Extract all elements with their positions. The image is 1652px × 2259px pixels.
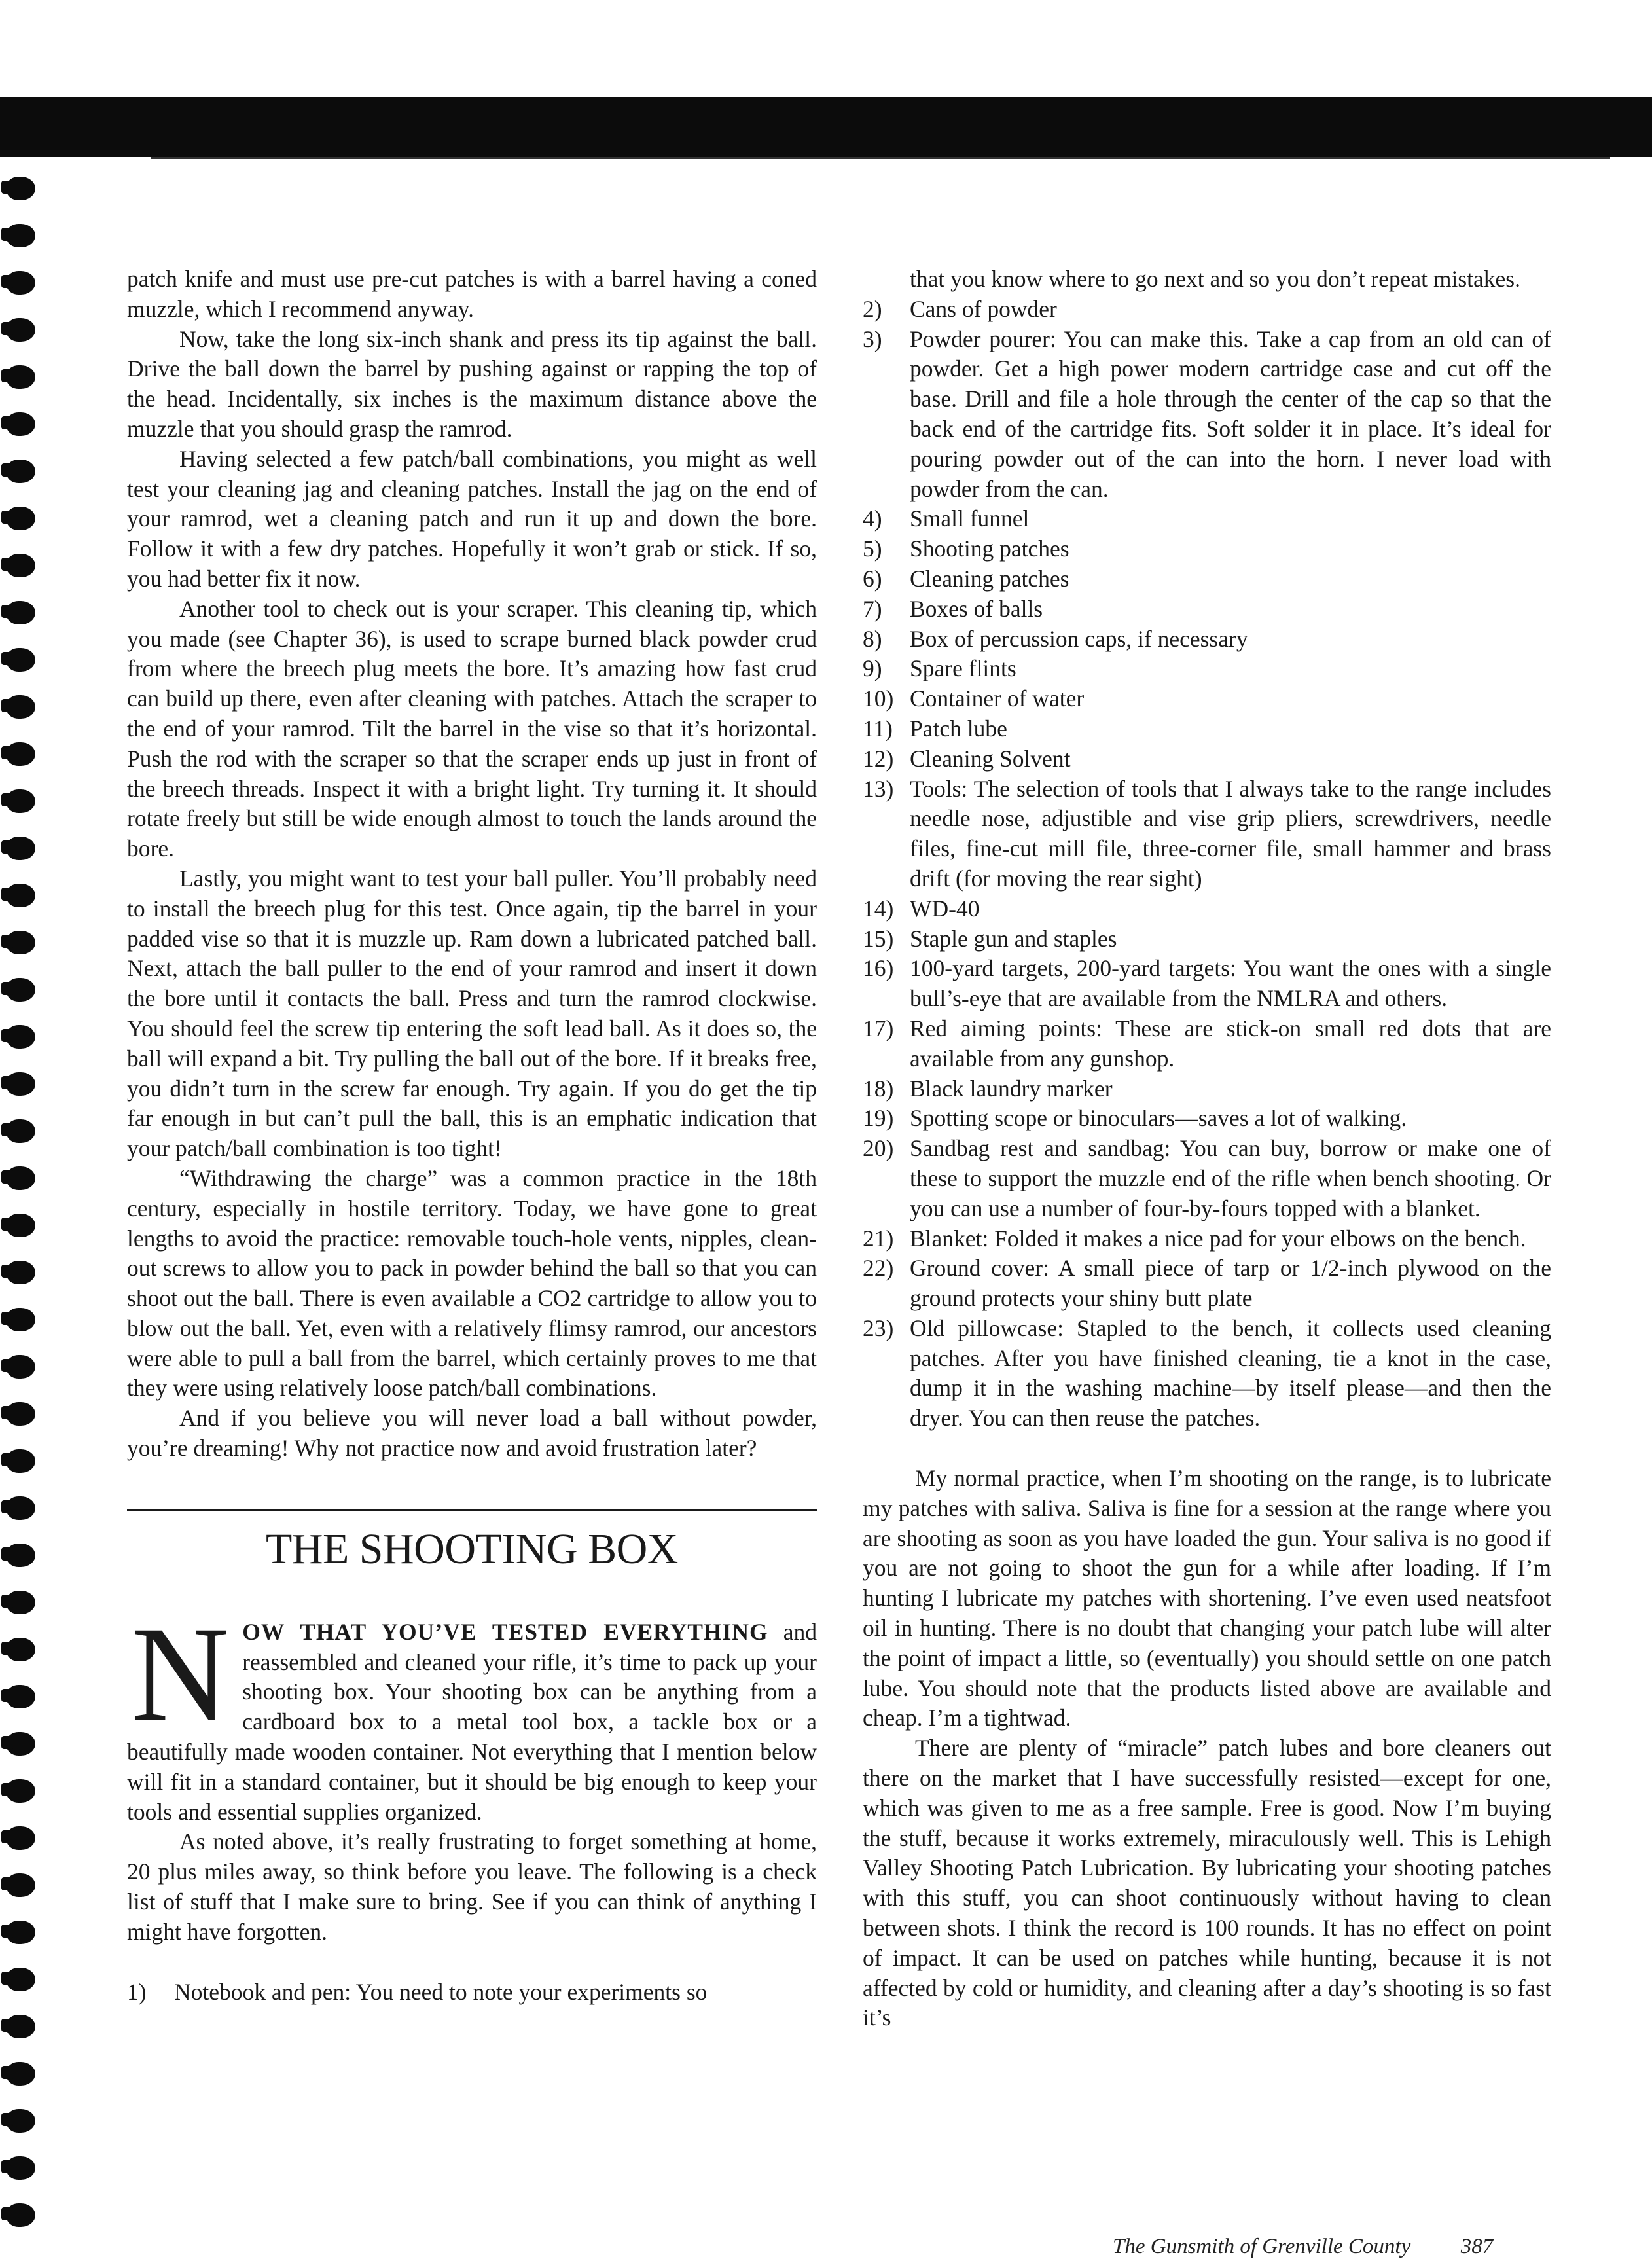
list-item: [863, 504, 1551, 534]
list-text: Spare flints: [910, 655, 1016, 682]
list-number: 20): [863, 1135, 894, 1162]
binding-hole: [7, 507, 35, 530]
binding-hole: [7, 1402, 35, 1426]
binding-hole: [7, 1968, 35, 1991]
list-number: 17): [863, 1015, 894, 1041]
list-item: [863, 654, 1551, 684]
binding-hole: [7, 1072, 35, 1096]
list-text: Sandbag rest and sandbag: You can buy, borrow or make one of these to support the muzzle end of the rifle when bench shooting. Or you can use a number of four-by-fours topped with a blanket.: [910, 1135, 1551, 1221]
list-text: Shooting patches: [910, 535, 1069, 562]
list-number: 23): [863, 1314, 894, 1341]
list-number: 18): [863, 1075, 894, 1102]
list-number: 3): [863, 325, 882, 352]
list-number: 4): [863, 505, 882, 532]
binding-hole: [7, 224, 35, 247]
spacer: [127, 1947, 817, 1978]
binding-hole: [7, 1496, 35, 1520]
list-item: [863, 1134, 1551, 1223]
list-item: [863, 1074, 1551, 1104]
list-text: Blanket: Folded it makes a nice pad for your elbows on the bench.: [910, 1225, 1526, 1252]
list-text: Notebook and pen: You need to note your experiments so: [174, 1978, 708, 2005]
list-text: Cleaning Solvent: [910, 745, 1071, 772]
paragraph: Lastly, you might want to test your ball puller. You’ll probably need to install the breech plug for this test. Once again, tip the barrel in your padded vise so that it is muzzle up. Ram down a lubricated patched ball. Next, attach the ball puller to the end of your ramrod and insert it down the bore until it contacts the ball. Press and turn the ramrod clockwise. You should feel the screw tip entering the soft lead ball. As it does so, the ball will expand a bit. Try pulling the ball out of the bore. If it breaks free, you didn’t turn in the screw far enough. Try again. If you do get the tip far enough in but can’t pull the ball, this is an emphatic indication that your patch/ball combination is too tight!: [127, 865, 817, 1162]
binding-hole: [7, 648, 35, 672]
list-text: Ground cover: A small piece of tarp or 1/2-inch plywood on the ground protects your shiny butt plate: [910, 1255, 1551, 1312]
list-text: Powder pourer: You can make this. Take a cap from an old can of powder. Get a high power modern cartridge case and cut off the base. Drill and file a hole through the center of the cap so that the back end of the cartridge fits. Soft solder it in place. It’s ideal for pouring powder out of the can into the horn. I never load with powder from the can.: [910, 325, 1551, 502]
drop-cap: N: [131, 1598, 230, 1749]
binding-hole: [7, 460, 35, 483]
running-footer: [1113, 2235, 1493, 2259]
paragraph: “Withdrawing the charge” was a common practice in the 18th century, especially in hostile territory. Today, we have gone to great lengths to avoid the practice: removable touch-hole vents, nipples, clean-out screws to allow you to pack in powder behind the ball so that you can shoot out the ball. There is even available a CO2 cartridge to allow you to blow out the ball. Yet, even with a relatively flimsy ramrod, our ancestors were able to pull a ball from the barrel, which certainly proves to me that they were using relatively loose patch/ball combinations.: [127, 1165, 817, 1401]
binding-hole: [7, 1685, 35, 1708]
binding-hole: [7, 1261, 35, 1284]
binding-hole: [7, 2015, 35, 2038]
left-column: [127, 264, 817, 2007]
paragraph: There are plenty of “miracle” patch lubes and bore cleaners out there on the market that I have successfully resisted—except for one, which was given to me as a free sample. Free is good. Now I’m buying the stuff, because it works extremely, miraculously well. This is Lehigh Valley Shooting Patch Lubrication. By lubricating your shooting patches with this stuff, you can shoot continuously without having to clean between shots. I think the record is 100 rounds. It has no effect on point of impact. It can be used on patches while hunting, because it is not affected by cold or humidity, and cleaning after a day’s shooting is so fast it’s: [863, 1735, 1551, 2031]
list-item: [863, 1014, 1551, 1074]
binding-hole: [7, 601, 35, 624]
binding-hole: [7, 1119, 35, 1143]
binding-hole: [7, 789, 35, 813]
intro-paragraph: [127, 1598, 817, 1828]
list-item: [863, 954, 1551, 1014]
spiral-binding: [0, 98, 52, 2258]
list-text: Tools: The selection of tools that I always take to the range includes needle nose, adjustible and vise grip pliers, screwdrivers, needle files, fine-cut mill file, three-corner file, small hammer and brass drift (for moving the rear sight): [910, 775, 1551, 892]
binding-hole: [7, 1025, 35, 1049]
list-text: Old pillowcase: Stapled to the bench, it collects used cleaning patches. After you have finished cleaning, tie a knot in the case, dump it in the washing machine—by itself please—and then the dryer. You can then reuse the patches.: [910, 1314, 1551, 1432]
running-title: The Gunsmith of Grenville County: [1113, 2235, 1411, 2258]
binding-hole: [7, 554, 35, 577]
list-number: 16): [863, 955, 894, 982]
right-column: [863, 264, 1551, 2033]
section-rule: [127, 1509, 817, 1511]
paragraph: Another tool to check out is your scraper. This cleaning tip, which you made (see Chapter 36), is used to scrape burned black powder crud from where the breech plug meets the bore. It’s amazing how fast crud can build up there, even after cleaning with patches. Attach the scraper to the end of your ramrod. Tilt the barrel in the vise so that it’s horizontal. Push the rod with the scraper so that the scraper ends up just in front of the breech threads. Inspect it with a bright light. Try turning it. It should rotate freely but still be wide enough almost to touch the lands around the bore.: [127, 595, 817, 862]
binding-hole: [7, 1638, 35, 1661]
checklist: [863, 264, 1551, 295]
paragraph: patch knife and must use pre-cut patches is with a barrel having a coned muzzle, which I recommend anyway.: [127, 266, 817, 322]
list-item: [863, 744, 1551, 774]
checklist-items: [863, 295, 1551, 1434]
list-number: 5): [863, 535, 882, 562]
list-item: [863, 924, 1551, 954]
list-text: Patch lube: [910, 715, 1007, 742]
intro-text: and reassembled and cleaned your rifle, it’s time to pack up your shooting box. Your shooting box can be anything from a cardboard box to a metal tool box, a tackle box or a beautifully made wooden container. Not everything that I mention below will fit in a standard container, but it should be big enough to keep your tools and essential supplies organized.: [127, 1618, 817, 1825]
binding-hole: [7, 412, 35, 436]
list-text: Boxes of balls: [910, 595, 1043, 622]
binding-hole: [7, 2203, 35, 2227]
binding-hole: [7, 2062, 35, 2086]
list-text: Cans of powder: [910, 295, 1057, 322]
binding-hole: [7, 1166, 35, 1190]
binding-hole: [7, 931, 35, 954]
list-item: [863, 684, 1551, 714]
paragraph: And if you believe you will never load a ball without powder, you’re dreaming! Why not practice now and avoid frustration later?: [127, 1405, 817, 1462]
binding-hole: [7, 1826, 35, 1850]
list-text: Container of water: [910, 685, 1085, 712]
list-item: [863, 1104, 1551, 1134]
list-number: 22): [863, 1255, 894, 1282]
binding-hole: [7, 365, 35, 389]
binding-hole: [7, 1544, 35, 1567]
list-text: Staple gun and staples: [910, 925, 1117, 952]
list-number: 8): [863, 625, 882, 652]
paragraph: As noted above, it’s really frustrating to forget something at home, 20 plus miles away, so think before you leave. The following is a check list of stuff that I make sure to bring. See if you can think of anything I might have forgotten.: [127, 1828, 817, 1945]
section-title: THE SHOOTING BOX: [266, 1525, 678, 1573]
binding-hole: [7, 2109, 35, 2133]
checklist-start: [127, 1978, 817, 2008]
list-number: 21): [863, 1225, 894, 1252]
list-item: [863, 564, 1551, 594]
binding-hole: [7, 177, 35, 200]
list-item: [863, 325, 1551, 505]
list-item: [863, 594, 1551, 624]
paragraph: Having selected a few patch/ball combinations, you might as well test your cleaning jag and cleaning patches. Install the jag on the end of your ramrod, wet a cleaning patch and run it up and down the bore. Follow it with a few dry patches. Hopefully it won’t grab or stick. If so, you had better fix it now.: [127, 445, 817, 592]
spacer: [863, 1434, 1551, 1464]
binding-hole: [7, 742, 35, 766]
paragraph: Now, take the long six-inch shank and press its tip against the ball. Drive the ball down the barrel by pushing against or rapping the top of the head. Incidentally, six inches is the maximum distance above the muzzle that you should grasp the ramrod.: [127, 325, 817, 442]
binding-hole: [7, 1449, 35, 1473]
list-item: [863, 1314, 1551, 1434]
list-number: 2): [863, 295, 882, 322]
binding-hole: [7, 1921, 35, 1944]
page-number: 387: [1460, 2235, 1494, 2258]
paragraph: My normal practice, when I’m shooting on the range, is to lubricate my patches with saliva. Saliva is fine for a session at the range where you are shooting as soon as you have loaded the gun. Your saliva is no good if you are not going to shoot the gun for a while after loading. If I’m hunting I lubricate my patches with shortening. I’ve even used neatsfoot oil in hunting. There is no doubt that changing your patch lube will alter the point of impact a little, so (eventually) you should settle on one patch lube. You should note that the products listed above are available and cheap. I’m a tightwad.: [863, 1465, 1551, 1731]
list-number: 11): [863, 715, 893, 742]
list-number: 10): [863, 685, 894, 712]
list-number: 7): [863, 595, 882, 622]
list-number: 6): [863, 565, 882, 592]
list-text: Cleaning patches: [910, 565, 1069, 592]
binding-hole: [7, 884, 35, 907]
binding-hole: [7, 1308, 35, 1331]
list-item: [863, 714, 1551, 744]
list-item: [863, 264, 1551, 295]
list-text: Box of percussion caps, if necessary: [910, 625, 1248, 652]
binding-hole: [7, 1779, 35, 1803]
list-item: [863, 1224, 1551, 1254]
binding-hole: [7, 1873, 35, 1897]
binding-hole: [7, 1214, 35, 1237]
header-black-band: [0, 97, 1652, 157]
binding-hole: [7, 1355, 35, 1379]
list-text: Spotting scope or binoculars—saves a lot of walking.: [910, 1105, 1407, 1132]
list-number: 12): [863, 745, 894, 772]
list-text: that you know where to go next and so you don’t repeat mistakes.: [910, 266, 1521, 292]
list-text: Red aiming points: These are stick-on small red dots that are available from any gunshop.: [910, 1015, 1551, 1072]
list-number: 9): [863, 655, 882, 682]
binding-hole: [7, 318, 35, 342]
list-item: [863, 1254, 1551, 1314]
list-number: 13): [863, 775, 894, 802]
binding-hole: [7, 695, 35, 719]
binding-hole: [7, 1732, 35, 1756]
list-item: [863, 624, 1551, 655]
list-item: [863, 894, 1551, 924]
list-number: 14): [863, 895, 894, 922]
list-number: 1): [127, 1978, 147, 2005]
list-item: [863, 295, 1551, 325]
list-text: Small funnel: [910, 505, 1030, 532]
binding-hole: [7, 837, 35, 860]
list-number: 15): [863, 925, 894, 952]
binding-hole: [7, 271, 35, 295]
list-text: 100-yard targets, 200-yard targets: You want the ones with a single bull’s-eye that are available from the NMLRA and others.: [910, 955, 1551, 1012]
binding-hole: [7, 1591, 35, 1614]
binding-hole: [7, 2156, 35, 2180]
list-text: Black laundry marker: [910, 1075, 1113, 1102]
list-number: 19): [863, 1105, 894, 1132]
header-rule: [151, 157, 1610, 159]
list-item: [863, 774, 1551, 894]
binding-hole: [7, 978, 35, 1002]
list-item: [863, 534, 1551, 564]
list-text: WD-40: [910, 895, 980, 922]
list-item: [127, 1978, 817, 2008]
lead-in: OW THAT YOU’VE TESTED EVERYTHING: [242, 1618, 768, 1645]
